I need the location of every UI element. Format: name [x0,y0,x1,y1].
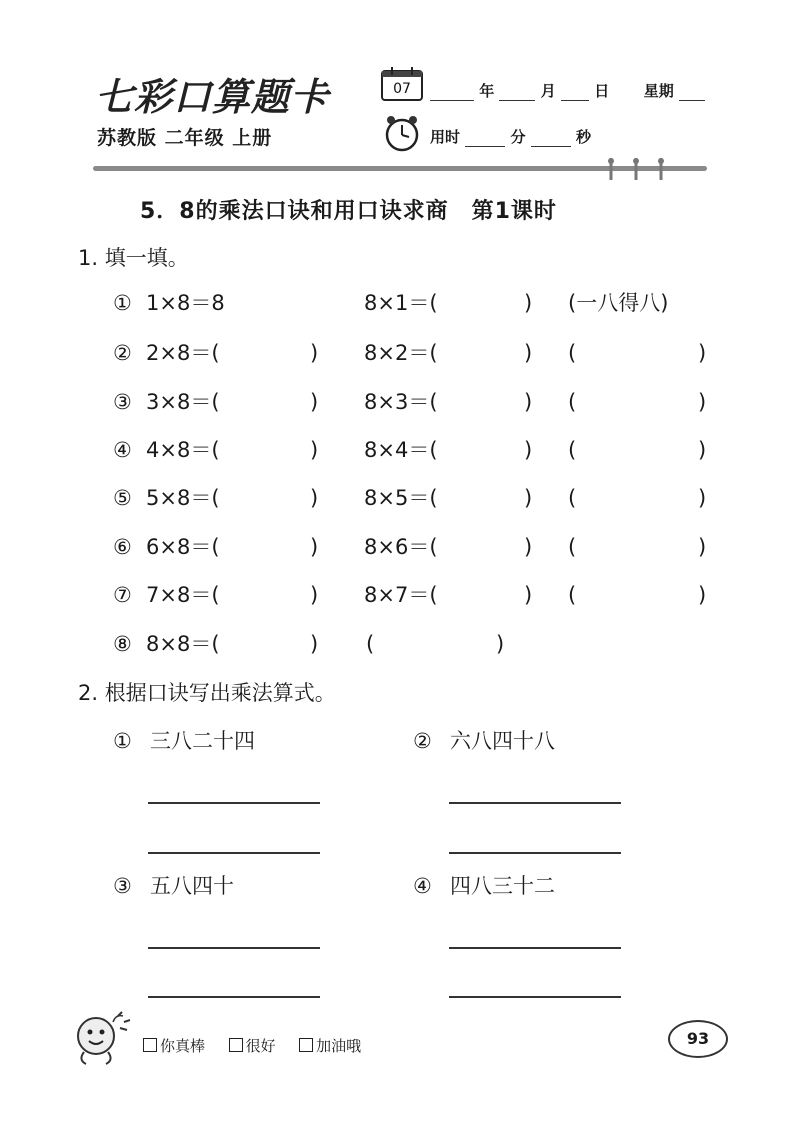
rating-option-great[interactable]: 你真棒 [143,1037,205,1055]
month-label: 月 [540,82,556,100]
q1-row-7-verse-close: ) [698,583,707,607]
q2-item-3-num: ③ [113,874,132,898]
checkbox-icon[interactable] [143,1038,157,1052]
q1-row-5-close: ) [524,486,533,510]
q1-row-8-num: ⑧ [113,632,132,656]
weekday-label: 星期 [643,82,674,100]
q1-row-4-verse-close: ) [698,438,707,462]
q1-row-3-close: ) [524,390,533,414]
q1-row-2-num: ② [113,341,132,365]
q1-row-2-left: 2×8＝( [146,341,220,365]
q1-row-5-verse-close: ) [698,486,707,510]
q1-row-4-right: 8×4＝( [364,438,438,462]
q1-row-4-num: ④ [113,438,132,462]
q1-row-3-num: ③ [113,390,132,414]
q2-item-1-text: 三八二十四 [150,729,255,753]
q2-item-2-num: ② [413,729,432,753]
q1-row-8-left-close: ) [310,632,319,656]
q1-row-2-left-close: ) [310,341,319,365]
lesson-title: 5．8的乘法口诀和用口诀求商 第1课时 [140,199,557,224]
q1-row-1-right: 8×1＝( [364,291,438,315]
q1-row-4-left-close: ) [310,438,319,462]
self-rating [143,1035,361,1056]
answer-line[interactable] [449,802,621,804]
date-line [430,80,705,101]
answer-line[interactable] [148,947,320,949]
binder-rings [603,156,669,182]
q2-item-1-num: ① [113,729,132,753]
q1-row-1-close: ) [524,291,533,315]
minutes-label: 分 [510,128,526,146]
q1-row-6-verse-open: ( [568,535,577,559]
q1-row-7-right: 8×7＝( [364,583,438,607]
q1-row-6-left: 6×8＝( [146,535,220,559]
checkbox-icon[interactable] [229,1038,243,1052]
q1-row-1-verse: (一八得八) [568,291,669,315]
rating-option-keep-going[interactable]: 加油哦 [299,1037,361,1055]
q1-row-8-verse-close: ) [496,632,505,656]
calendar-day: 07 [393,81,411,97]
q1-row-4-close: ) [524,438,533,462]
q1-row-6-left-close: ) [310,535,319,559]
page-number: 93 [668,1020,728,1058]
calendar-icon [380,66,424,102]
q1-row-7-left-close: ) [310,583,319,607]
answer-line[interactable] [449,852,621,854]
time-used-label: 用时 [430,128,461,146]
q1-row-3-left: 3×8＝( [146,390,220,414]
q2-item-4-num: ④ [413,874,432,898]
q1-row-6-right: 8×6＝( [364,535,438,559]
q1-row-4-left: 4×8＝( [146,438,220,462]
q1-row-5-num: ⑤ [113,486,132,510]
checkbox-icon[interactable] [299,1038,313,1052]
q1-row-5-right: 8×5＝( [364,486,438,510]
answer-line[interactable] [449,996,621,998]
q1-row-7-num: ⑦ [113,583,132,607]
q1-row-8-verse-open: ( [366,632,375,656]
brand-title: 七彩口算题卡 [95,74,330,119]
answer-line[interactable] [148,996,320,998]
answer-line[interactable] [449,947,621,949]
rating-option-good[interactable]: 很好 [229,1037,276,1055]
q1-row-3-left-close: ) [310,390,319,414]
q1-row-7-left: 7×8＝( [146,583,220,607]
day-label: 日 [594,82,610,100]
q1-row-1-left: 1×8＝8 [146,291,225,315]
q1-row-2-verse-close: ) [698,341,707,365]
q1-row-6-close: ) [524,535,533,559]
year-label: 年 [479,82,495,100]
q1-row-2-close: ) [524,341,533,365]
q1-row-1-num: ① [113,291,132,315]
q2-item-2-text: 六八四十八 [450,729,555,753]
q1-row-3-right: 8×3＝( [364,390,438,414]
edition-label: 苏教版 二年级 上册 [97,127,273,149]
answer-line[interactable] [148,852,320,854]
q1-row-7-verse-open: ( [568,583,577,607]
q1-row-5-verse-open: ( [568,486,577,510]
q1-row-2-verse-open: ( [568,341,577,365]
q1-row-5-left-close: ) [310,486,319,510]
seconds-label: 秒 [575,128,591,146]
answer-line[interactable] [148,802,320,804]
alarm-clock-icon [382,113,422,153]
mascot-character-icon [66,1008,136,1068]
q1-row-3-verse-close: ) [698,390,707,414]
q1-row-6-num: ⑥ [113,535,132,559]
q1-row-3-verse-open: ( [568,390,577,414]
time-used-line [430,126,591,147]
q1-row-4-verse-open: ( [568,438,577,462]
q1-row-8-left: 8×8＝( [146,632,220,656]
q1-row-7-close: ) [524,583,533,607]
q1-title: 1. 填一填。 [78,246,189,270]
q2-item-4-text: 四八三十二 [450,874,555,898]
q1-row-5-left: 5×8＝( [146,486,220,510]
q2-item-3-text: 五八四十 [150,874,234,898]
q1-row-6-verse-close: ) [698,535,707,559]
q1-row-2-right: 8×2＝( [364,341,438,365]
q2-title: 2. 根据口诀写出乘法算式。 [78,681,336,705]
